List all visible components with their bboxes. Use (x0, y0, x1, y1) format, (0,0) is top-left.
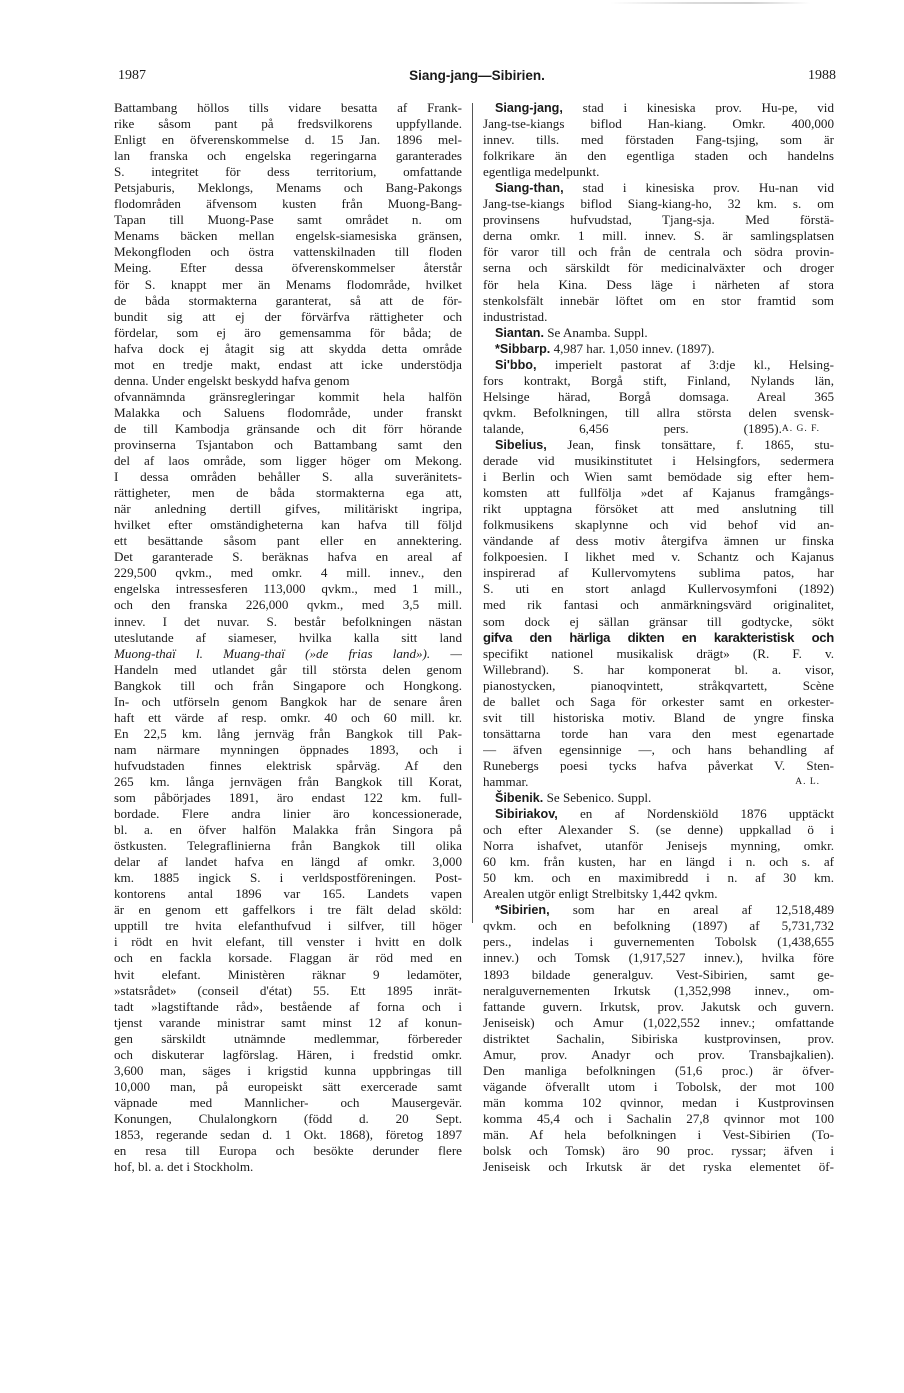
line-text: nam närmare mynningen öppnades 1893, och i (114, 741, 462, 757)
line-text: fors kontrakt, Borgå stift, Finland, Nylands län, (483, 372, 834, 388)
text-line (483, 405, 834, 421)
line-text: lan franska och engelska regeringarna garanterades (114, 148, 462, 164)
line-text: med rik fantasi och anmärkningsvärd originalitet, (483, 597, 834, 613)
text-line (114, 469, 462, 485)
line-text: 229,500 qvkm., med omkr. 4 mill. innev., den (114, 565, 462, 581)
line-text: uteslutande af siameser, hvilka kalla sitt land (114, 629, 462, 645)
text-line (483, 581, 834, 597)
line-text: upptill tre hvita elefanthufvud i silfver, till höger (114, 918, 462, 934)
line-text: engelska intressesferen 113,000 qvkm., med 1 mill., (114, 581, 462, 597)
line-text: provinsens hufvudstad, Tjang-sja. Med förstä- (483, 212, 834, 228)
line-text: bordade. Flere andra linier äro koncessionerade, (114, 806, 462, 822)
line-text: fattande guvern. Irkutsk, prov. Jakutsk och guvern. (483, 998, 834, 1014)
line-text: och efter Alexander S. (se denne) uppkallad ö i (483, 822, 834, 838)
text-line (114, 373, 462, 389)
line-text: och diskuterar lagförslag. Hären, i fredstid omkr. (114, 1046, 462, 1062)
text-line (483, 934, 834, 950)
text-line (114, 100, 462, 116)
line-text: Jeniseisk) och Amur (1,022,552 innev.; omfattande (483, 1014, 834, 1030)
text-line (114, 132, 462, 148)
text-line (483, 212, 834, 228)
line-text: är en genom ett gaffelkors i tre fält delad sköld: (114, 902, 462, 918)
line-text: Det garanterade S. beräknas hafva en areal af (114, 549, 462, 565)
text-line (114, 1143, 462, 1159)
headword: *Sibbarp. (495, 341, 551, 356)
text-line (114, 678, 462, 694)
line-text: 3,600 man, säges i krigstid kunna uppbringas till (114, 1062, 462, 1078)
text-line (483, 260, 834, 276)
line-text: tadt »lagstiftande råd», bestående af forna och i (114, 998, 462, 1014)
line-text: de till Kambodja gränsande och dit förr hörande (114, 420, 462, 436)
line-text: ofvannämnda gränsregleringar kommit hela halfön (114, 388, 462, 404)
text-line (114, 806, 462, 822)
text-line (483, 501, 834, 517)
text-line (483, 774, 834, 790)
line-text: En 22,5 km. lång jernväg från Bangkok till Pak- (114, 725, 462, 741)
line-text: derna omkr. 1 mill. innev. S. är samlingsplatsen (483, 228, 834, 244)
line-text: Battambang höllos tills vidare besatta af Frank- (114, 100, 462, 115)
text-line (483, 918, 834, 934)
left-column (114, 100, 462, 1175)
line-text: Enligt en öfverenskommelse d. 15 Jan. 1896 mel- (114, 132, 462, 148)
line-text: — äfven egensinnige —, och hans behandling af (483, 741, 834, 757)
line-text: neralguvernementen Irkutsk (1,352,998 innev., om- (483, 982, 834, 998)
text-line (483, 726, 834, 742)
text-line (483, 822, 834, 838)
text-line (114, 934, 462, 950)
text-line (483, 1095, 834, 1111)
line-text: svit till historiska motiv. Bland de yngre finska (483, 709, 834, 725)
line-text: Bangkok till och från Singapore och Hongkong. (114, 677, 462, 693)
line-text: tjenst varande ministrar samt minst 12 af konun- (114, 1014, 462, 1030)
line-text: pers., indelas i guvernementen Tobolsk (1,438,655 (483, 934, 834, 950)
line-text: bl. a. en öfver halfön Malakka från Singora på (114, 822, 462, 838)
line-text: hammar. (483, 773, 529, 789)
text-line (483, 983, 834, 999)
text-line (483, 950, 834, 966)
line-text: för hela Kina. Dess läge i närheten af stora (483, 276, 834, 292)
headword: Siantan. (495, 325, 544, 340)
text-line (114, 918, 462, 934)
line-text: rättigheter, men de båda stormakterna ega att, (114, 485, 462, 501)
text-line (114, 999, 462, 1015)
text-line (114, 967, 462, 983)
line-text: hafva dock ej åtagit sig att skydda detta område (114, 340, 462, 356)
text-line (483, 228, 834, 244)
text-line (114, 260, 462, 276)
line-text: denna. Under engelskt beskydd hafva genom (114, 372, 350, 388)
text-line (483, 854, 834, 870)
line-text: innev. tills. med förstaden Fang-tsjing, som är (483, 132, 834, 148)
line-text: Menams bäcken mellan engelsk-siamesiska gränsen, (114, 228, 462, 244)
line-text: 10,000 man, på europeiskt sätt exercerade samt (114, 1078, 462, 1094)
text-line (114, 662, 462, 678)
text-line (483, 1063, 834, 1079)
text-line (114, 1111, 462, 1127)
text-line (483, 196, 834, 212)
line-text: Amur, prov. Anadyr och prov. Transbajkalien). (483, 1046, 834, 1062)
text-line (483, 742, 834, 758)
line-text: innev. I det nuvar. S. består befolkningen nästan (114, 613, 462, 629)
line-text: imperielt pastorat af 3:dje kl., Helsing- (536, 356, 834, 372)
text-line (114, 726, 462, 742)
line-text: en resa till Europa och besökte derunder flere (114, 1143, 462, 1159)
line-text: Meing. Efter dessa öfverenskommelser återstår (114, 260, 462, 276)
line-text: stenkolsfält innebär löftet om en stor framtid som (483, 292, 834, 308)
line-text: distriktet Sachalin, Sibiriska kustprovinsen, prov. (483, 1030, 834, 1046)
text-line (114, 549, 462, 565)
text-line (483, 373, 834, 389)
text-line (114, 710, 462, 726)
text-line (483, 116, 834, 132)
text-line (114, 389, 462, 405)
line-text: och den franska 226,000 qvkm., med 3,5 mill. (114, 597, 462, 613)
text-line (114, 501, 462, 517)
text-line (483, 999, 834, 1015)
text-line (114, 614, 462, 630)
line-text: när anledning dertill gifves, militäriskt ingripa, (114, 501, 462, 517)
line-text: flodområden äfvensom kusten från Muong-Bang- (114, 196, 462, 212)
author-signature: A. G. F. (781, 423, 820, 434)
text-line (114, 1095, 462, 1111)
line-text: för varor till och från de centrala och södra provin- (483, 244, 834, 260)
text-line (483, 1143, 834, 1159)
text-line (114, 277, 462, 293)
line-text: gen särskildt utnämnde medlemmar, förbereder (114, 1030, 462, 1046)
line-text: Se Anamba. Suppl. (544, 324, 648, 340)
text-line (483, 694, 834, 710)
line-text: del af laos område, som ligger höger om Mekong. (114, 453, 462, 469)
line-text: serna och särskildt för medicinalväxter och droger (483, 260, 834, 276)
text-line (483, 533, 834, 549)
entry-start-line (483, 325, 834, 341)
line-text: 50 km. och en maximibredd i n. af 30 km. (483, 870, 834, 886)
line-text: »statsrådet» (conseil d'état) 55. Ett 1895 inrät- (114, 982, 462, 998)
headword: Siang-than, (495, 181, 564, 196)
line-text: för S. knappt mer än Menams flodområde, hvilket (114, 276, 462, 292)
text-line (114, 293, 462, 309)
line-text: Muong-thaï l. Muang-thaï (»de frias land»). — (114, 645, 462, 661)
text-line (483, 1047, 834, 1063)
author-signature: A. L. (795, 776, 820, 787)
text-line (114, 886, 462, 902)
text-line (114, 421, 462, 437)
text-line (483, 886, 834, 902)
line-text: Norra ishafvet, utanför Jenisejs mynning, omkr. (483, 838, 834, 854)
line-text: Tapan till Muong-Pase samt området n. om (114, 212, 462, 228)
line-text: Malakka och Saluens flodområde, under franskt (114, 404, 462, 420)
line-text: de ballet och Saga för orkester samt en orkester- (483, 693, 834, 709)
headword: Sibelius, (495, 437, 547, 452)
page-header (118, 68, 836, 90)
text-line (114, 196, 462, 212)
text-line (483, 758, 834, 774)
text-line (483, 1015, 834, 1031)
text-line (483, 662, 834, 678)
text-line (114, 950, 462, 966)
line-text: bundit sig att ej der förvärfva rättigheter och (114, 308, 462, 324)
line-text: provinserna Tsjantabon och Battambang samt den (114, 436, 462, 452)
text-line (483, 164, 834, 180)
entry-start-line (483, 790, 834, 806)
headword: *Sibirien, (495, 903, 550, 918)
text-line (114, 180, 462, 196)
line-text: ett besättande såsom pant eller en annektering. (114, 533, 462, 549)
text-line (114, 694, 462, 710)
text-line (114, 902, 462, 918)
line-text: hufvudstaden finnes elektrisk spårväg. Af den (114, 757, 462, 773)
line-text: Konungen, Chulalongkorn (född d. 20 Sept. (114, 1110, 462, 1126)
text-line (114, 116, 462, 132)
text-line (114, 597, 462, 613)
text-line (114, 742, 462, 758)
line-text: 1893 bildade generalguv. Vest-Sibirien, samt ge- (483, 966, 834, 982)
line-text: Handeln med utlandet går till största delen genom (114, 661, 462, 677)
text-line (483, 1031, 834, 1047)
text-line (114, 565, 462, 581)
line-text: kontorens antal 1896 var 165. Landets vapen (114, 886, 462, 902)
line-text: Se Sebenico. Suppl. (543, 790, 652, 806)
line-text: S. uti en stort anlagd Kullervosymfoni (1892) (483, 581, 834, 597)
text-line (483, 1111, 834, 1127)
line-text: S. integritet för dess territorium, omfattande (114, 164, 462, 180)
line-text: bolsk och Tomsk) äro 90 proc. ryssar; äfven i (483, 1143, 834, 1159)
line-text: Jeniseisk och Irkutsk är det ryska elementet öf- (483, 1159, 834, 1175)
line-text: Arealen utgör enligt Strelbitsky 1,442 qvkm. (483, 886, 718, 902)
text-line (114, 1031, 462, 1047)
text-line (114, 212, 462, 228)
text-line (483, 1127, 834, 1143)
line-text: industristad. (483, 308, 548, 324)
scan-artifact (610, 2, 810, 4)
text-line (483, 309, 834, 325)
line-text: egentliga medelpunkt. (483, 164, 600, 180)
text-line (114, 341, 462, 357)
entry-start-line (483, 437, 834, 453)
line-text: hvit elefant. Ministèren räknar 9 ledamöter, (114, 966, 462, 982)
line-text: stad i kinesiska prov. Hu-nan vid (563, 180, 834, 196)
text-line (114, 1015, 462, 1031)
entry-start-line (483, 357, 834, 373)
text-line (114, 1159, 462, 1175)
line-text: 4,987 har. 1,050 innev. (1897). (550, 340, 715, 356)
right-column (483, 100, 834, 1175)
text-line (114, 1063, 462, 1079)
text-line (114, 646, 462, 662)
text-line (114, 758, 462, 774)
line-text: män komma 102 qvinnor, medan i Kustprovinsen (483, 1094, 834, 1110)
line-text: Jang-tse-kiangs biflod Siang-kiang-ho, 32 km. s. om (483, 196, 834, 212)
text-line (114, 581, 462, 597)
line-text: vändande af dess motiv återgifva ämnen ur finska (483, 533, 834, 549)
line-text: som påbörjades 1891, äro endast 122 km. full- (114, 790, 462, 806)
line-text: väpnade med Mannlicher- och Mausergevär. (114, 1094, 462, 1110)
text-line (483, 453, 834, 469)
entry-start-line (483, 341, 834, 357)
line-text: Petsjaburis, Meklongs, Menams och Bang-Pakongs (114, 180, 462, 196)
headword: Šibenik. (495, 791, 544, 806)
line-text: pianostycken, pianoqvintett, stråkqvartett, Scène (483, 677, 834, 693)
text-line (114, 325, 462, 341)
page-number-right: 1988 (808, 68, 836, 83)
text-line (114, 244, 462, 260)
line-text: i Berlin och Wien samt bemödade sig efter hem- (483, 469, 834, 485)
text-line (114, 453, 462, 469)
line-text: östkusten. Telegraflinierna från Bangkok till olika (114, 838, 462, 854)
line-text: mot en tredje makt, endast att icke understödja (114, 356, 462, 372)
text-line (483, 132, 834, 148)
line-text: 60 km. från kusten, har en längd i n. och s. af (483, 854, 834, 870)
line-text: 265 km. långa jernvägen från Bangkok till Korat, (114, 773, 462, 789)
line-text: Mekongfloden och östra vattenskilnaden till floden (114, 244, 462, 260)
text-line (483, 148, 834, 164)
line-text: I dessa områden behåller S. alla suveränitets- (114, 469, 462, 485)
text-line (483, 630, 834, 646)
line-text: folkpoesien. I likhet med v. Schantz och Kajanus (483, 549, 834, 565)
text-line (114, 485, 462, 501)
running-title: Siang-jang—Sibirien. (409, 68, 545, 83)
text-line (114, 357, 462, 373)
line-text: talande, 6,456 pers. (1895). (483, 420, 782, 436)
text-line (483, 517, 834, 533)
line-text: en af Nordenskiöld 1876 upptäckt (557, 806, 834, 822)
text-line (483, 421, 834, 437)
text-line (114, 854, 462, 870)
text-line (114, 870, 462, 886)
line-text: 1853, regerande sedan d. 1 Okt. 1868), företog 1897 (114, 1127, 462, 1142)
text-line (483, 469, 834, 485)
text-line (114, 983, 462, 999)
text-line (114, 228, 462, 244)
text-line (483, 277, 834, 293)
line-text: folkmusikens skaplynne och vid behof vid an- (483, 517, 834, 533)
text-line (483, 244, 834, 260)
headword: Siang-jang, (495, 101, 563, 115)
line-text: qvkm. och en befolkning (1897) af 5,731,732 (483, 918, 834, 934)
text-line (483, 1079, 834, 1095)
line-text: inspirerad af Kullervomytens sublima patos, har (483, 565, 834, 581)
line-text: Jean, finsk tonsättare, f. 1865, stu- (546, 436, 834, 452)
text-line (114, 790, 462, 806)
line-text: rike såsom pant på fredsvilkorens uppfyllande. (114, 116, 462, 132)
entry-start-line (483, 180, 834, 196)
headword: Si'bbo, (495, 357, 537, 372)
line-text: specifikt nationel musikalisk drägt» (R. F. v. (483, 645, 834, 661)
text-line (114, 630, 462, 646)
text-line (114, 774, 462, 790)
text-line (483, 293, 834, 309)
line-text: och en fackla korsade. Flaggan är röd med en (114, 950, 462, 966)
entry-start-line (483, 100, 834, 116)
line-text: rikt upptagna försöket att med anslutning till (483, 501, 834, 517)
text-line (114, 437, 462, 453)
line-text: haft ett värde af resp. omkr. 40 och 60 mill. kr. (114, 709, 462, 725)
line-text: vägande öfverallt utom i Tobolsk, der mot 100 (483, 1078, 834, 1094)
text-line (114, 517, 462, 533)
text-line (114, 164, 462, 180)
text-line (483, 549, 834, 565)
line-text: tonsättarna torde han vara den mest egenartade (483, 725, 834, 741)
text-line (483, 678, 834, 694)
text-line (483, 389, 834, 405)
headword: Sibiriakov, (495, 807, 558, 822)
text-line (483, 485, 834, 501)
line-text: som har en areal af 12,518,489 (549, 902, 834, 918)
text-line (114, 838, 462, 854)
text-line (483, 710, 834, 726)
line-text: Den manliga befolkningen (51,6 proc.) är öfver- (483, 1062, 834, 1078)
line-text: fördelar, som ej äro gemensamma för båda; de (114, 324, 462, 340)
line-text: som dock ej sällan gränsar till godtycke, sökt (483, 613, 834, 629)
text-line (114, 1127, 462, 1143)
line-text: hof, bl. a. det i Stockholm. (114, 1159, 254, 1175)
text-line (114, 533, 462, 549)
text-line (483, 646, 834, 662)
text-line (483, 1159, 834, 1175)
text-line (483, 967, 834, 983)
line-text: Runebergs poesi tycks hafva påverkat V. Sten- (483, 757, 834, 773)
line-text: folkrikare än den egentliga staden och handelns (483, 148, 834, 164)
line-text: de båda stormakterna garanterat, så att de för- (114, 292, 462, 308)
line-text: i rödt en hvit elefant, till venster i hvitt en dolk (114, 934, 462, 950)
line-text: Willebrand). S. har komponerat bl. a. visor, (483, 661, 834, 677)
line-text: Helsinge härad, Borgå domsaga. Areal 365 (483, 388, 834, 404)
text-line (483, 597, 834, 613)
line-text: derade vid musikinstitutet i Helsingfors, sedermera (483, 453, 834, 469)
text-line (114, 1047, 462, 1063)
text-line (483, 565, 834, 581)
text-line (483, 838, 834, 854)
line-text: hvilket efter omständigheterna kan hafva till följd (114, 517, 462, 533)
line-text: Jang-tse-kiangs biflod Han-kiang. Omkr. 400,000 (483, 116, 834, 132)
text-line (114, 405, 462, 421)
line-text: qvkm. Befolkningen, till allra största delen svensk- (483, 404, 834, 420)
text-line (114, 148, 462, 164)
text-line (114, 822, 462, 838)
line-text: km. 1885 ingick S. i verldspostföreningen. Post- (114, 870, 462, 886)
text-line (483, 614, 834, 630)
line-text: komma 45,4 och i Sachalin 27,8 qvinnor mot 100 (483, 1110, 834, 1126)
entry-start-line (483, 806, 834, 822)
text-line (114, 1079, 462, 1095)
text-line (114, 309, 462, 325)
line-text: män. Af hela befolkningen i Vest-Sibirien (To- (483, 1127, 834, 1142)
text-line (483, 870, 834, 886)
line-text: In- och utförseln genom Bangkok har de senare åren (114, 693, 462, 709)
line-text: delar af landet hafva en längd af omkr. 3,000 (114, 854, 462, 870)
entry-start-line (483, 902, 834, 918)
line-text: gifva den härliga dikten en karakteristisk och (483, 629, 834, 645)
line-text: innev.) och Tomsk (1,917,527 innev.), hvilka före (483, 950, 834, 966)
page-number-left: 1987 (118, 68, 146, 83)
line-text: stad i kinesiska prov. Hu-pe, vid (562, 100, 834, 115)
line-text: komsten att fullfölja »det af Kajanus framgångs- (483, 485, 834, 501)
column-divider (472, 103, 473, 923)
